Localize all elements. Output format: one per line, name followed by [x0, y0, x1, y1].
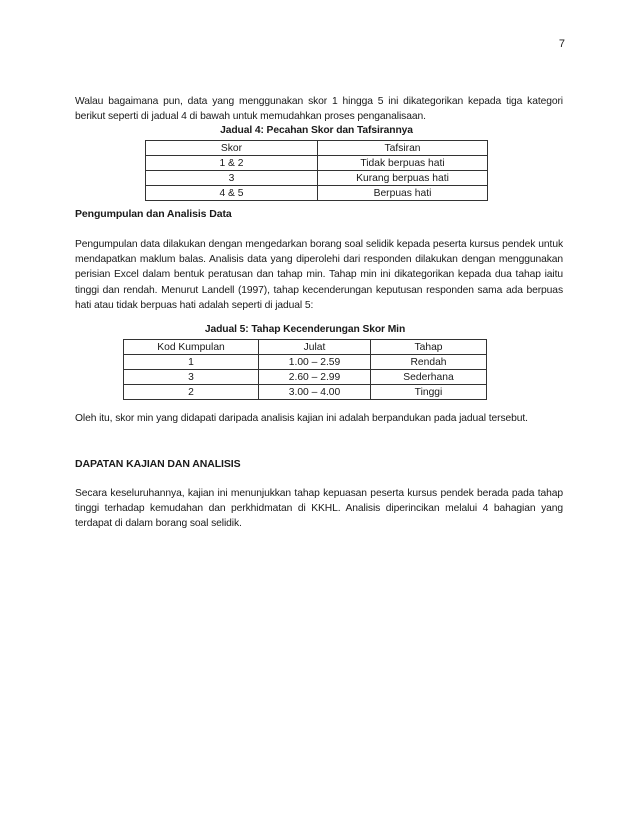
table5-cell: 3.00 – 4.00: [259, 385, 371, 400]
table-row: [124, 370, 487, 385]
table5-cell: 2.60 – 2.99: [259, 370, 371, 385]
table5-header-cell: Julat: [259, 340, 371, 355]
table5-cell: Sederhana: [371, 370, 487, 385]
closing-paragraph: Oleh itu, skor min yang didapati daripada analisis kajian ini adalah berpandukan pada jadual tersebut.: [75, 413, 528, 424]
table5: [123, 339, 487, 400]
table-row: [146, 156, 488, 171]
table4-caption: Jadual 4: Pecahan Skor dan Tafsirannya: [220, 125, 413, 136]
table5-cell: Tinggi: [371, 385, 487, 400]
table4-header-row: [146, 141, 488, 156]
findings-paragraph: Secara keseluruhannya, kajian ini menunjukkan tahap kepuasan peserta kursus pendek berada pada tahap tinggi terhadap kemudahan dan perkhidmatan di KKHL. Analisis diperincikan melalui 4 bahagian yang terdapat di dalam borang soal selidik.: [75, 488, 563, 530]
table4-cell: 3: [146, 171, 318, 186]
section-heading-data-collection: Pengumpulan dan Analisis Data: [75, 208, 232, 220]
table5-cell: 1.00 – 2.59: [259, 355, 371, 370]
table5-cell: 1: [124, 355, 259, 370]
table4: [145, 140, 488, 201]
table4-cell: Kurang berpuas hati: [318, 171, 488, 186]
table4-cell: Berpuas hati: [318, 186, 488, 201]
table4-cell: Tidak berpuas hati: [318, 156, 488, 171]
table4-header-cell: Skor: [146, 141, 318, 156]
table5-header-row: [124, 340, 487, 355]
table5-cell: 2: [124, 385, 259, 400]
table5-cell: 3: [124, 370, 259, 385]
table5-header-cell: Kod Kumpulan: [124, 340, 259, 355]
table5-header-cell: Tahap: [371, 340, 487, 355]
table5-cell: Rendah: [371, 355, 487, 370]
table-row: [146, 186, 488, 201]
table4-header-cell: Tafsiran: [318, 141, 488, 156]
table4-cell: 4 & 5: [146, 186, 318, 201]
intro-paragraph: Walau bagaimana pun, data yang menggunakan skor 1 hingga 5 ini dikategorikan kepada tiga kategori berikut seperti di jadual 4 di bawah untuk memudahkan proses penganalisaan.: [75, 96, 563, 123]
table-row: [124, 385, 487, 400]
table4-cell: 1 & 2: [146, 156, 318, 171]
table-row: [146, 171, 488, 186]
page-number: 7: [558, 38, 565, 50]
table-row: [124, 355, 487, 370]
section-heading-findings: DAPATAN KAJIAN DAN ANALISIS: [75, 458, 241, 470]
data-collection-paragraph: Pengumpulan data dilakukan dengan mengedarkan borang soal selidik kepada peserta kursus pendek untuk mendapatkan maklum balas. Analisis data yang diperolehi dari responden dilakukan dengan menggunakan perisian Excel dalam bentuk peratusan dan tahap min. Tahap min ini dikategorikan kepada dua tahap iaitu tinggi dan rendah. Menurut Landell (1997), tahap kecenderungan keputusan responden sama ada berpuas hati atau tidak berpuas hati adalah seperti di jadual 5:: [75, 239, 563, 311]
table5-caption: Jadual 5: Tahap Kecenderungan Skor Min: [204, 324, 406, 335]
